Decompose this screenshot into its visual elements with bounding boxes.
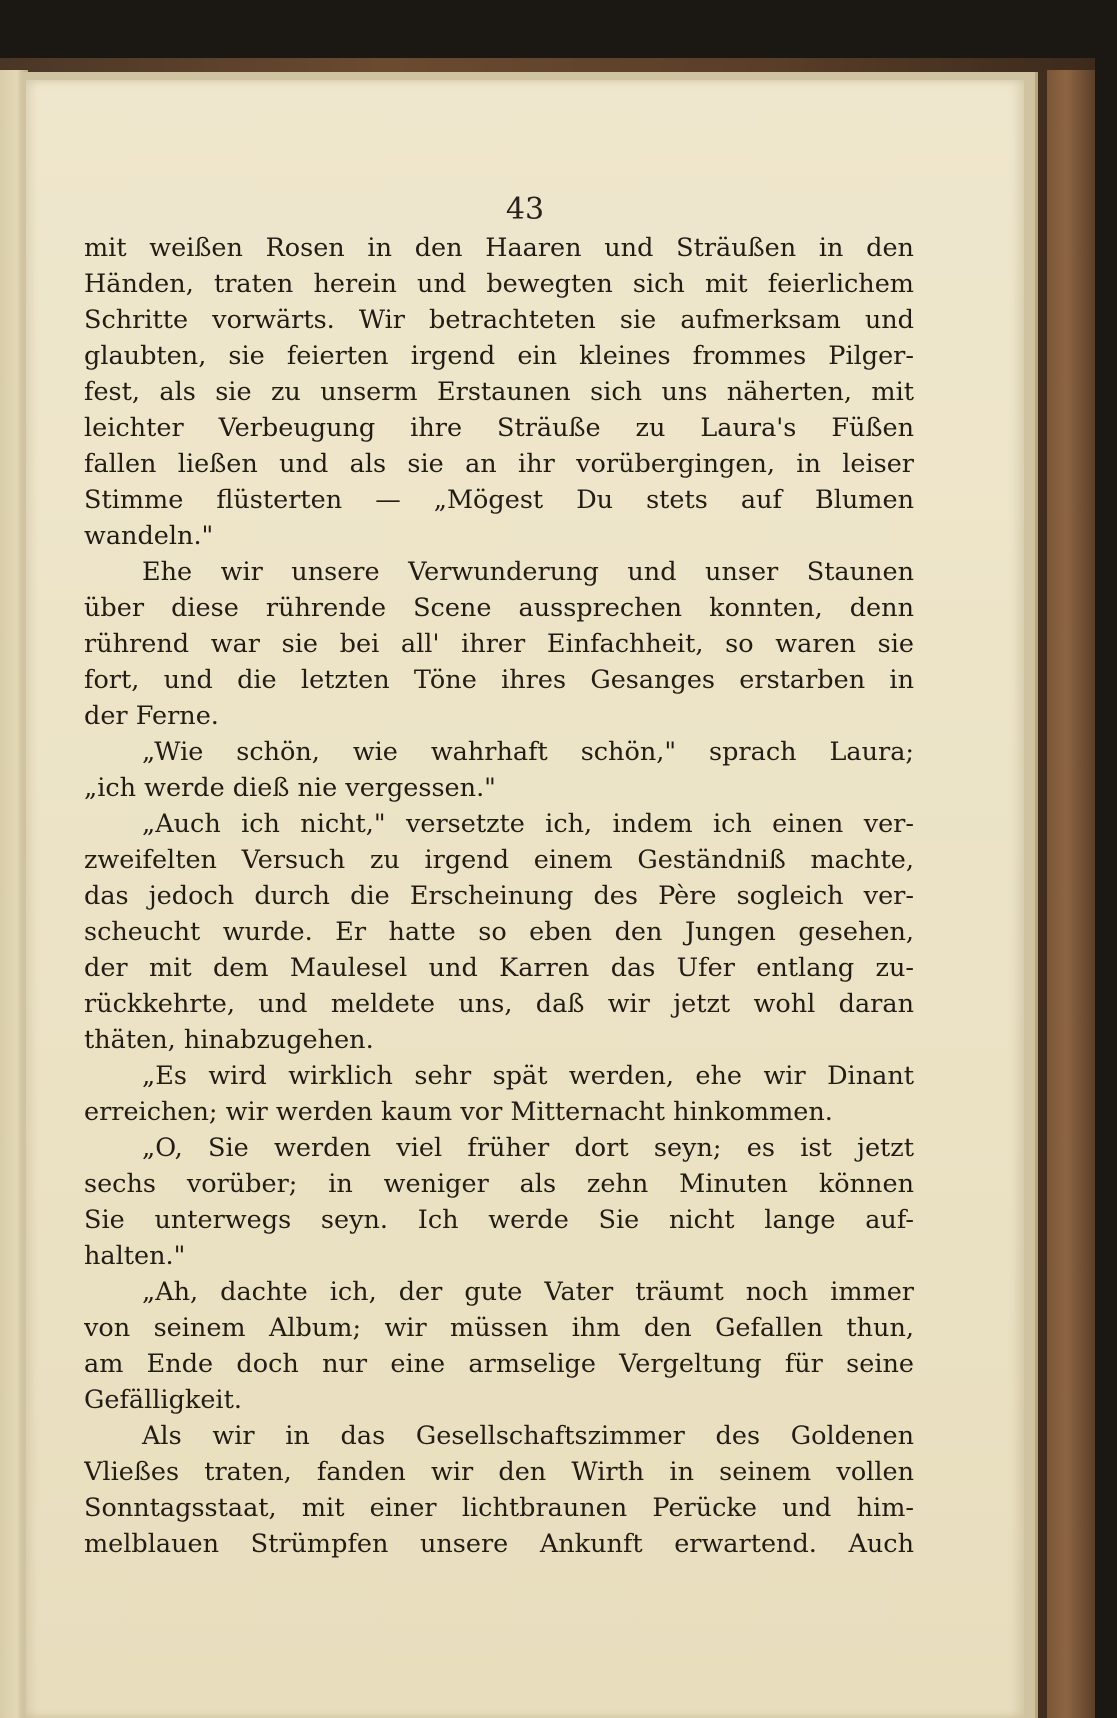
paragraph: [84, 1418, 914, 1562]
text-line: scheucht wurde. Er hatte so eben den Jungen gesehen,: [84, 917, 914, 947]
paragraph: [84, 1274, 914, 1418]
paragraph: [84, 1130, 914, 1274]
text-line: leichter Verbeugung ihre Sträuße zu Laura's Füßen: [84, 413, 914, 443]
paragraph: [84, 230, 914, 554]
cover-edge: [1047, 70, 1095, 1718]
text-line: Stimme flüsterten — „Mögest Du stets auf Blumen: [84, 485, 914, 515]
text-line: der Ferne.: [84, 701, 219, 731]
text-line: „Wie schön, wie wahrhaft schön," sprach Laura;: [142, 737, 914, 767]
text-line: zweifelten Versuch zu irgend einem Geständniß machte,: [84, 845, 914, 875]
text-line: sechs vorüber; in weniger als zehn Minuten können: [84, 1169, 914, 1199]
paragraph: [84, 806, 914, 1058]
text-line: „ich werde dieß nie vergessen.": [84, 773, 496, 803]
text-line: „Es wird wirklich sehr spät werden, ehe wir Dinant: [142, 1061, 914, 1091]
text-line: erreichen; wir werden kaum vor Mitternacht hinkommen.: [84, 1097, 833, 1127]
text-line: fallen ließen und als sie an ihr vorübergingen, in leiser: [84, 449, 914, 479]
text-line: wandeln.": [84, 521, 214, 551]
text-line: über diese rührende Scene aussprechen konnten, denn: [84, 593, 914, 623]
text-line: mit weißen Rosen in den Haaren und Sträußen in den: [84, 233, 914, 263]
page-number: 43: [505, 192, 545, 227]
paragraph: [84, 1058, 914, 1130]
text-line: fort, und die letzten Töne ihres Gesanges erstarben in: [84, 665, 914, 695]
text-line: „Ah, dachte ich, der gute Vater träumt noch immer: [142, 1277, 914, 1307]
text-line: von seinem Album; wir müssen ihm den Gefallen thun,: [84, 1313, 914, 1343]
text-line: Vließes traten, fanden wir den Wirth in seinem vollen: [84, 1457, 914, 1487]
page: [26, 80, 1024, 1718]
text-line: Sie unterwegs seyn. Ich werde Sie nicht lange auf-: [84, 1205, 914, 1235]
text-line: der mit dem Maulesel und Karren das Ufer entlang zu-: [84, 953, 914, 983]
text-line: das jedoch durch die Erscheinung des Père sogleich ver-: [84, 881, 914, 911]
text-line: am Ende doch nur eine armselige Vergeltung für seine: [84, 1349, 914, 1379]
text-line: glaubten, sie feierten irgend ein kleines frommes Pilger-: [84, 341, 914, 371]
text-line: rückkehrte, und meldete uns, daß wir jetzt wohl daran: [84, 989, 914, 1019]
text-line: „O, Sie werden viel früher dort seyn; es ist jetzt: [142, 1133, 914, 1163]
text-line: Gefälligkeit.: [84, 1385, 242, 1415]
paragraph: [84, 554, 914, 734]
text-line: fest, als sie zu unserm Erstaunen sich uns näherten, mit: [84, 377, 914, 407]
body-text: [84, 230, 914, 1562]
text-line: „Auch ich nicht," versetzte ich, indem ich einen ver-: [142, 809, 914, 839]
text-line: rührend war sie bei all' ihrer Einfachheit, so waren sie: [84, 629, 914, 659]
text-line: Als wir in das Gesellschaftszimmer des Goldenen: [142, 1421, 914, 1451]
paragraph: [84, 734, 914, 806]
text-line: Ehe wir unsere Verwunderung und unser Staunen: [142, 557, 914, 587]
text-line: Händen, traten herein und bewegten sich mit feierlichem: [84, 269, 914, 299]
text-line: Schritte vorwärts. Wir betrachteten sie aufmerksam und: [84, 305, 914, 335]
text-line: thäten, hinabzugehen.: [84, 1025, 374, 1055]
text-line: halten.": [84, 1241, 186, 1271]
text-line: melblauen Strümpfen unsere Ankunft erwartend. Auch: [84, 1529, 914, 1559]
text-line: Sonntagsstaat, mit einer lichtbraunen Perücke und him-: [84, 1493, 914, 1523]
